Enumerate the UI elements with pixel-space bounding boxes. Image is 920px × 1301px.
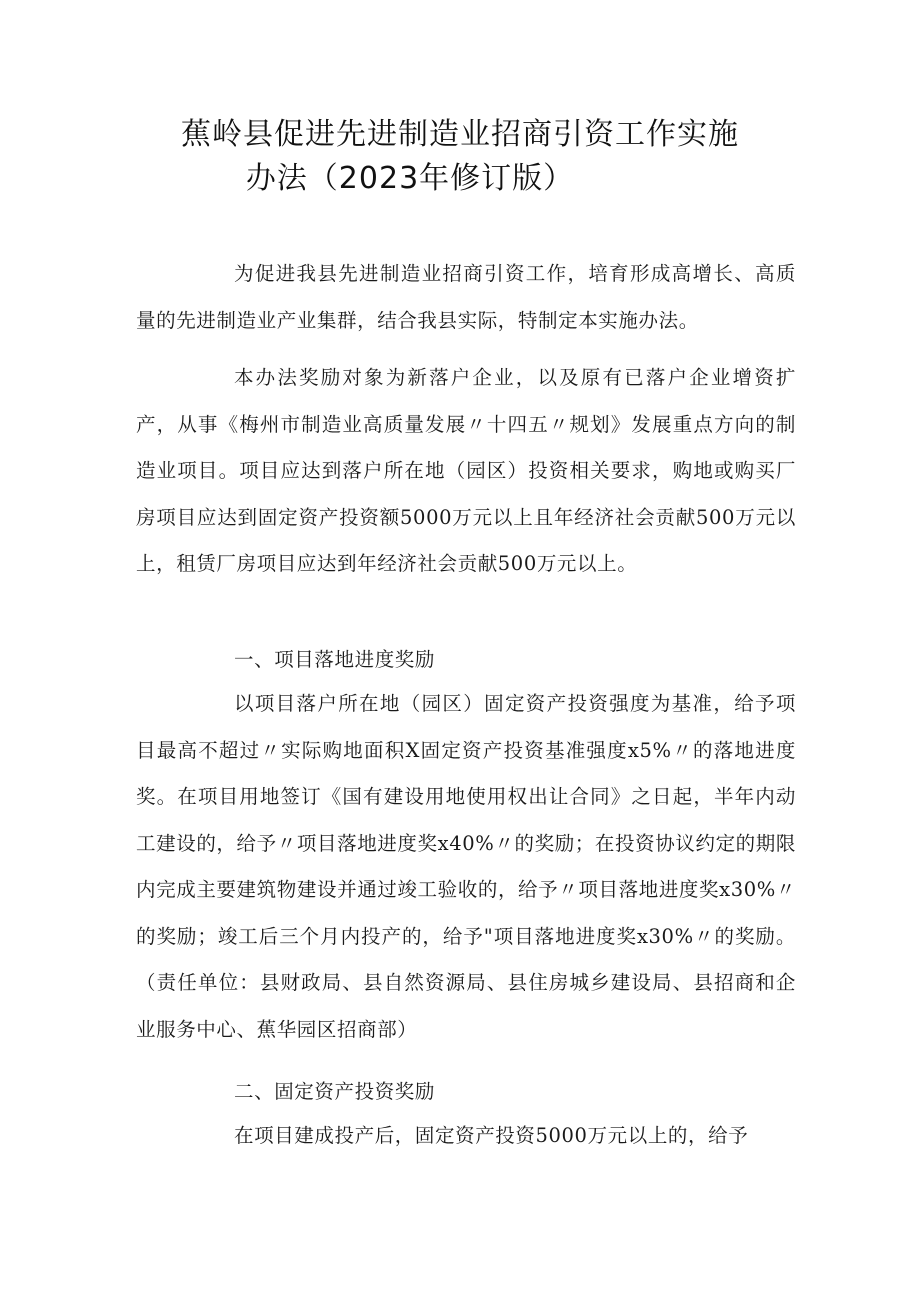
section-1-body: 以项目落户所在地（园区）固定资产投资强度为基准，给予项目最高不超过〃实际购地面积X固定资产投资基准强度x5%〃的落地进度奖。在项目用地签订《国有建设用地使用权出让合同》之日起，半年内动工建设的，给予〃项目落地进度奖x40%〃的奖励；在投资协议约定的期限内完成主要建筑物建设并通过竣工验收的，给予〃项目落地进度奖x30%〃的奖励；竣工后三个月内投产的，给予"项目落地进度奖x30%〃的奖励。（责任单位：县财政局、县自然资源局、县住房城乡建设局、县招商和企业服务中心、蕉华园区招商部） bbox=[136, 692, 796, 1041]
paragraph-intro: 为促进我县先进制造业招商引资工作，培育形成高增长、高质量的先进制造业产业集群，结合我县实际，特制定本实施办法。 bbox=[136, 262, 796, 332]
document-title-line-1: 蕉岭县促进先进制造业招商引资工作实施 bbox=[181, 117, 739, 152]
section-2-body: 在项目建成投产后，固定资产投资5000万元以上的，给予 bbox=[234, 1124, 749, 1147]
document-title-line-2: 办法（2023年修订版） bbox=[245, 161, 575, 196]
paragraph-scope: 本办法奖励对象为新落户企业，以及原有已落户企业增资扩产，从事《梅州市制造业高质量发展〃十四五〃规划》发展重点方向的制造业项目。项目应达到落户所在地（园区）投资相关要求，购地或购买厂房项目应达到固定资产投资额5000万元以上且年经济社会贡献500万元以上，租赁厂房项目应达到年经济社会贡献500万元以上。 bbox=[136, 366, 796, 575]
section-1-heading: 一、项目落地进度奖励 bbox=[234, 648, 436, 671]
section-2-heading: 二、固定资产投资奖励 bbox=[234, 1080, 436, 1103]
